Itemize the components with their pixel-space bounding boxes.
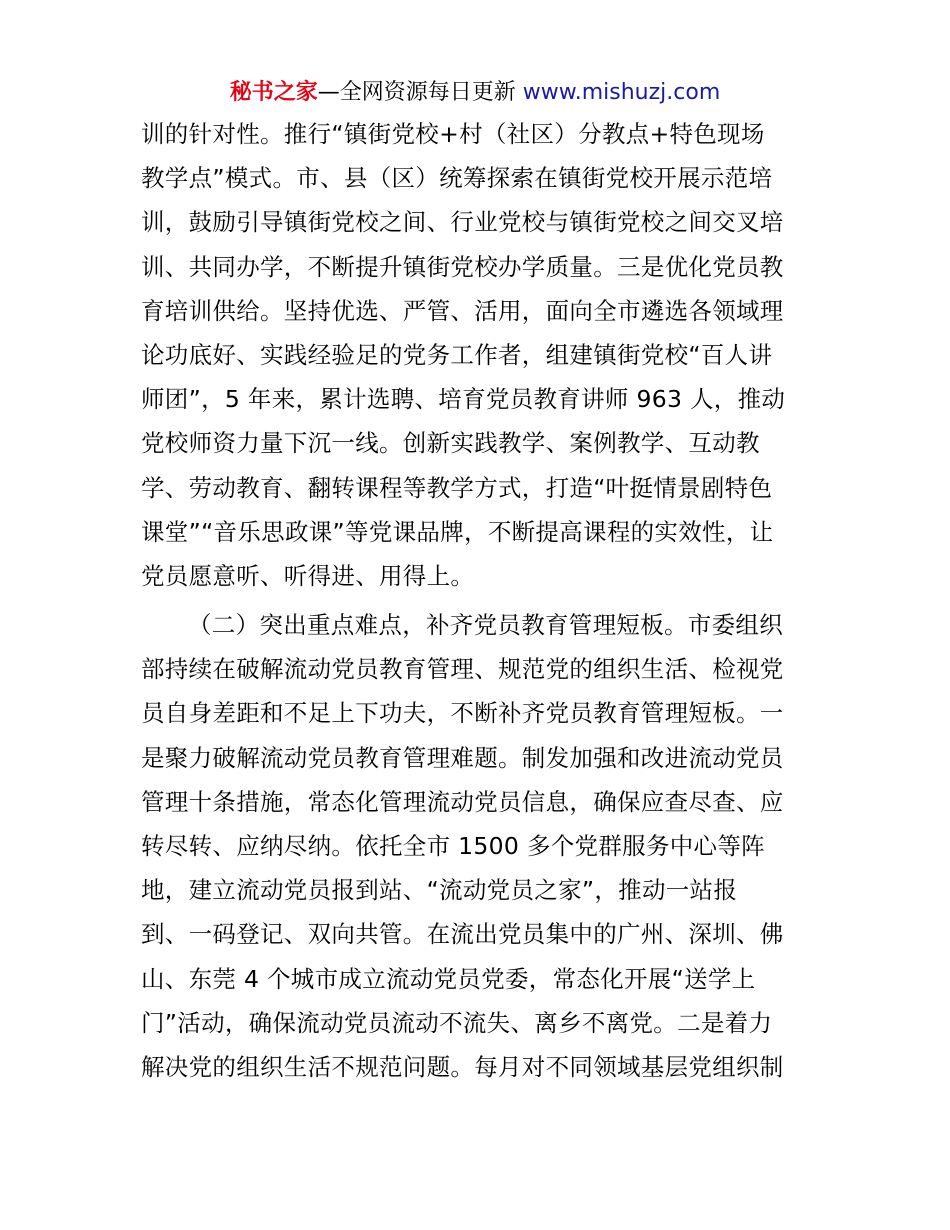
site-name: 秘书之家 (229, 80, 318, 105)
paragraph-1 (141, 112, 813, 598)
text-line: 训，鼓励引导镇街党校之间、行业党校与镇街党校之间交叉培 (141, 208, 784, 237)
page-header (0, 78, 950, 108)
site-url-link[interactable]: www.mishuzj.com (522, 80, 721, 105)
text-line: 训、共同办学，不断提升镇街党校办学质量。三是优化党员教 (141, 252, 784, 281)
text-line: 门”活动，确保流动党员流动不流失、离乡不离党。二是着力 (141, 1008, 773, 1037)
text-line: 教学点”模式。市、县（区）统筹探索在镇街党校开展示范培 (141, 164, 773, 193)
text-line: 地，建立流动党员报到站、“流动党员之家”，推动一站报 (141, 876, 738, 905)
section-heading-line: （二）突出重点难点，补齐党员教育管理短板。市委组织 (188, 611, 783, 639)
text-line: 解决党的组织生活不规范问题。每月对不同领域基层党组织制 (141, 1052, 784, 1081)
text-line: 党员愿意听、听得进、用得上。 (141, 561, 475, 590)
text-line: 训的针对性。推行“镇街党校+村（社区）分教点+特色现场 (141, 120, 765, 148)
text-line: 党校师资力量下沉一线。创新实践教学、案例教学、互动教 (141, 429, 760, 458)
text-line: 到、一码登记、双向共管。在流出党员集中的广州、深圳、佛 (141, 920, 784, 949)
text-line: 育培训供给。坚持优选、严管、活用，面向全市遴选各领域理 (141, 296, 784, 325)
text-line: 转尽转、应纳尽纳。依托全市 1500 多个党群服务中心等阵 (141, 831, 765, 860)
text-line: 师团”，5 年来，累计选聘、培育党员教育讲师 963 人，推动 (141, 385, 786, 414)
text-line: 管理十条措施，常态化管理流动党员信息，确保应查尽查、应 (141, 787, 784, 816)
text-line: 论功底好、实践经验足的党务工作者，组建镇街党校“百人讲 (141, 340, 773, 369)
text-line: 课堂”“音乐思政课”等党课品牌，不断提高课程的实效性，让 (141, 517, 774, 546)
paragraph-2 (141, 603, 813, 1089)
text-line: 员自身差距和不足上下功夫，不断补齐党员教育管理短板。一 (141, 699, 784, 728)
text-line: 部持续在破解流动党员教育管理、规范党的组织生活、检视党 (141, 655, 784, 684)
header-tagline: —全网资源每日更新 (317, 80, 523, 105)
text-line: 山、东莞 4 个城市成立流动党员党委，常态化开展“送学上 (141, 964, 756, 993)
text-line: 是聚力破解流动党员教育管理难题。制发加强和改进流动党员 (141, 743, 784, 772)
text-line: 学、劳动教育、翻转课程等教学方式，打造“叶挺情景剧特色 (141, 473, 773, 502)
